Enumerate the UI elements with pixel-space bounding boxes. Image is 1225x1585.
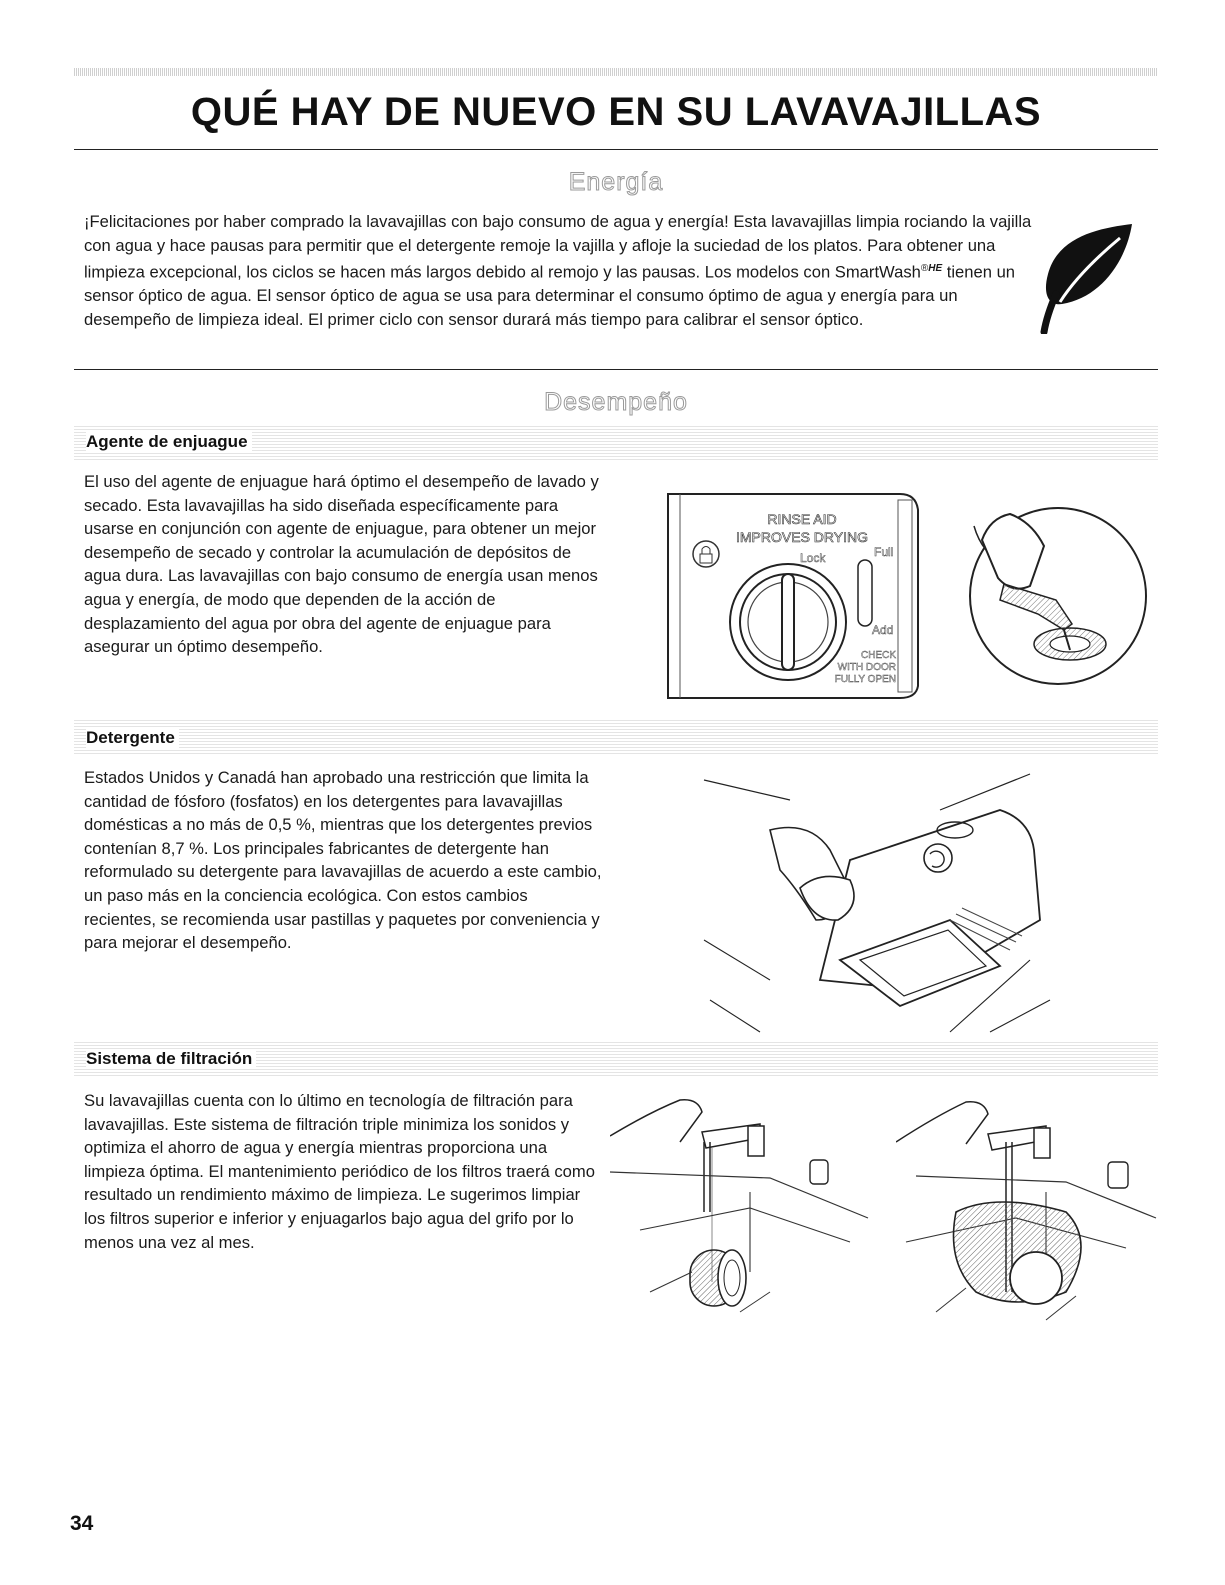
- subhead-rinse-aid: Agente de enjuague: [86, 432, 252, 452]
- check-label-1: CHECK: [860, 650, 896, 661]
- lower-filter-rinse-illustration: [896, 1092, 1158, 1322]
- registered-mark: ®: [920, 263, 929, 275]
- title-divider: [74, 149, 1158, 150]
- lock-label: Lock: [800, 551, 826, 565]
- fill-level-indicator: [858, 560, 872, 626]
- dispenser-cap-handle: [782, 574, 794, 670]
- check-label-3: FULLY OPEN: [834, 674, 896, 685]
- hand: [610, 1100, 702, 1142]
- section-heading-energia: Energía: [568, 168, 664, 196]
- upper-filter-rinse-illustration: [610, 1092, 880, 1322]
- rinse-aid-paragraph: El uso del agente de enjuague hará óptimo el desempeño de lavado y secado. Esta lavavajillas ha sido diseñada específicamente para usarse en conjunción con agente de enjuague, para obtener un mejor desempeño de secado y controlar la acumulación de depósitos de agua dura. Las lavavajillas con bajo consumo de energía usan menos agua y energía, de modo que dependen de la acción de desplazamiento del agua por obra del agente de enjuague para asegurar un óptimo desempeño.: [84, 472, 599, 657]
- full-label: Full: [874, 545, 894, 559]
- hand: [896, 1102, 988, 1144]
- detergent-dispenser-illustration: [700, 770, 1070, 1035]
- header-decorative-strip: [74, 68, 1158, 76]
- panel-label-rinse-aid: RINSE AID: [767, 511, 837, 527]
- rinse-aid-dispenser-illustration: [660, 490, 1160, 700]
- energia-paragraph: [84, 210, 1044, 332]
- he-mark: HE: [928, 263, 943, 275]
- check-label-2: WITH DOOR: [837, 662, 896, 673]
- energia-paragraph-part1: ¡Felicitaciones por haber comprado la lavavajillas con bajo consumo de agua y energía! Esta lavavajillas limpia rociando la vajilla con agua y hace pausas para permitir que el detergente remoje la vajilla y afloje la suciedad de los platos. Para obtener una limpieza excepcional, los ciclos se hacen más largos debido al remojo y las pausas. Los modelos con SmartWash: [84, 212, 1032, 282]
- subhead-filter: Sistema de filtración: [86, 1049, 256, 1069]
- panel-label-improves-drying: IMPROVES DRYING: [736, 529, 868, 545]
- section-heading-desempeno: Desempeño: [544, 388, 688, 416]
- dispenser-latch: [924, 844, 952, 872]
- detergent-tablet: [800, 876, 854, 920]
- leaf-icon: [1040, 222, 1136, 334]
- detergent-paragraph: Estados Unidos y Canadá han aprobado una restricción que limita la cantidad de fósforo (fosfatos) en los detergentes para lavavajillas domésticas a no más de 0,5 %, mientras que los detergentes previos contenían 8,7 %. Los principales fabricantes de detergente han reformulado su detergente para lavavajillas de acuerdo a este cambio, un paso más en la conciencia ecológica. Con estos cambios recientes, se recomienda usar pastillas y paquetes por conveniencia y para mejorar el desempeño.: [84, 768, 602, 953]
- subhead-band-detergent: [74, 718, 1158, 754]
- filter-paragraph: Su lavavajillas cuenta con lo último en tecnología de filtración para lavavajillas. Este sistema de filtración triple minimiza los sonidos y optimiza el ahorro de agua y energía mientras proporciona una limpieza óptima. El mantenimiento periódico de los filtros traerá como resultado un rendimiento máximo de limpieza. Le sugerimos limpiar los filtros superior e inferior y enjuagarlos bajo agua del grifo por lo menos una vez al mes.: [84, 1091, 595, 1252]
- energia-divider: [74, 369, 1158, 370]
- subhead-detergent: Detergente: [86, 728, 179, 748]
- energia-paragraph-part2: tienen un sensor óptico de agua. El sensor óptico de agua se usa para determinar el consumo óptimo de agua y energía para un desempeño de limpieza ideal. El primer ciclo con sensor durará más tiempo para calibrar el sensor óptico.: [84, 262, 1016, 329]
- page-title: QUÉ HAY DE NUEVO EN SU LAVAVAJILLAS: [190, 90, 1042, 134]
- page-number: 34: [70, 1512, 94, 1535]
- add-label: Add: [872, 623, 894, 637]
